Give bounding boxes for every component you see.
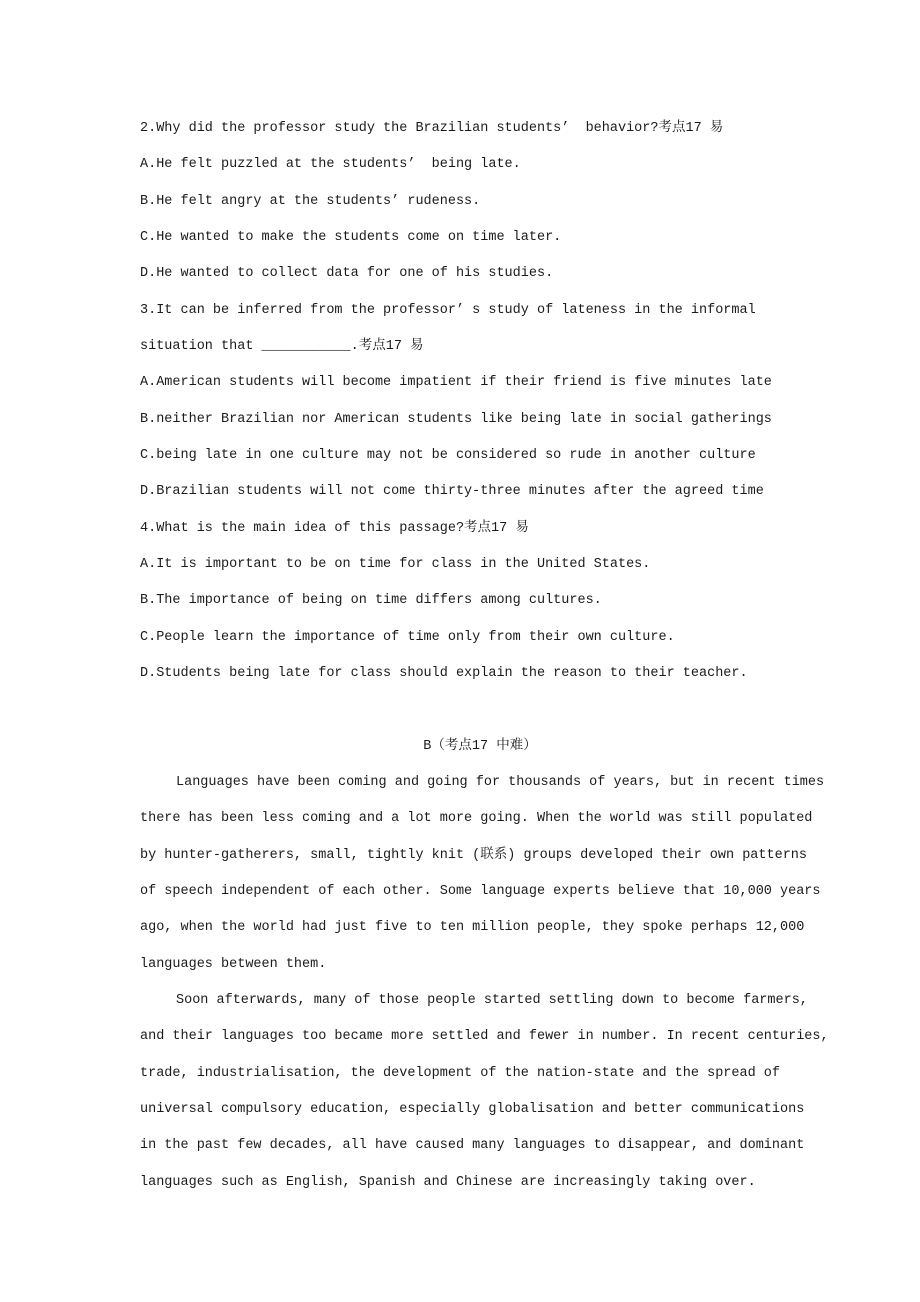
passage-p1-line-4: of speech independent of each other. Some language experts believe that 10,000 years (140, 883, 821, 899)
passage-p2-line-3: trade, industrialisation, the development of the nation-state and the spread of (140, 1065, 781, 1081)
question-4-option-b: B.The importance of being on time differs among cultures. (140, 593, 602, 609)
question-3-stem-line-1: 3.It can be inferred from the professor’ s study of lateness in the informal (140, 302, 756, 318)
question-3-option-d: D.Brazilian students will not come thirty-three minutes after the agreed time (140, 484, 764, 500)
question-4-option-c: C.People learn the importance of time only from their own culture. (140, 629, 675, 645)
question-3-option-b: B.neither Brazilian nor American students like being late in social gatherings (140, 411, 772, 427)
passage-p2-line-6: languages such as English, Spanish and Chinese are increasingly taking over. (140, 1174, 756, 1190)
passage-p2-line-1: Soon afterwards, many of those people started settling down to become farmers, (176, 992, 808, 1008)
question-3-option-c: C.being late in one culture may not be considered so rude in another culture (140, 447, 756, 463)
question-2-option-b: B.He felt angry at the students’ rudeness. (140, 193, 481, 209)
question-2-option-a: A.He felt puzzled at the students’ being late. (140, 157, 521, 173)
question-2-stem: 2.Why did the professor study the Brazilian students’ behavior?考点17 易 (140, 121, 724, 136)
question-3-option-a: A.American students will become impatient if their friend is five minutes late (140, 375, 772, 391)
passage-p2-line-4: universal compulsory education, especially globalisation and better communications (140, 1101, 805, 1117)
blank-line (140, 692, 820, 728)
question-2-option-d: D.He wanted to collect data for one of his studies. (140, 266, 554, 282)
passage-p2-line-5: in the past few decades, all have caused many languages to disappear, and dominant (140, 1138, 805, 1154)
question-4-stem: 4.What is the main idea of this passage?考点17 易 (140, 520, 529, 536)
passage-p1-line-6: languages between them. (140, 956, 327, 972)
question-2-option-c: C.He wanted to make the students come on time later. (140, 229, 562, 245)
passage-p1-line-2: there has been less coming and a lot more going. When the world was still populated (140, 811, 813, 827)
passage-p1-line-5: ago, when the world had just five to ten million people, they spoke perhaps 12,000 (140, 920, 805, 936)
passage-p1-line-1: Languages have been coming and going for thousands of years, but in recent times (176, 774, 825, 790)
section-b-heading: B（考点17 中难） (423, 738, 537, 754)
question-4-option-d: D.Students being late for class should explain the reason to their teacher. (140, 665, 748, 681)
question-4-option-a: A.It is important to be on time for class in the United States. (140, 556, 651, 572)
passage-p1-line-3: by hunter-gatherers, small, tightly knit (联系) groups developed their own patterns (140, 847, 808, 863)
question-3-stem-line-2: situation that ___________.考点17 易 (140, 338, 424, 354)
passage-p2-line-2: and their languages too became more settled and fewer in number. In recent centuries, (140, 1029, 829, 1045)
